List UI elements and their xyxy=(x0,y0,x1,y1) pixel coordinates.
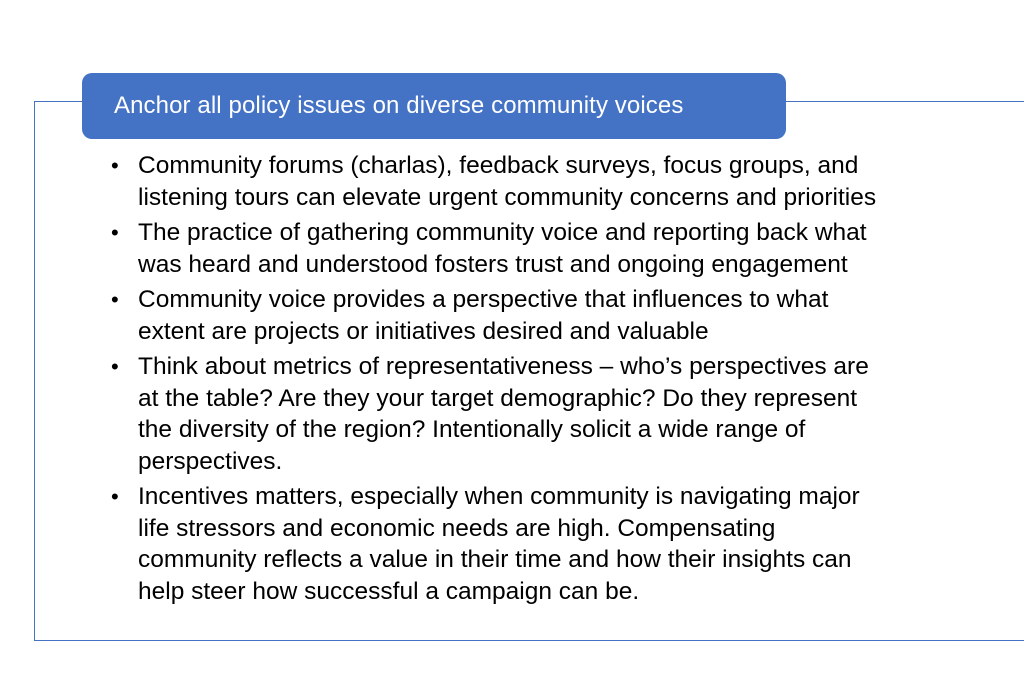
bullet-dot-icon: • xyxy=(111,354,119,379)
bullet-line: Think about metrics of representativeness – who’s perspectives are xyxy=(138,353,869,380)
bullet-line: life stressors and economic needs are high. Compensating xyxy=(138,514,776,542)
bullet-line: listening tours can elevate urgent community concerns and priorities xyxy=(138,183,877,211)
header-title: Anchor all policy issues on diverse community voices xyxy=(114,92,684,119)
bullet-dot-icon: • xyxy=(111,484,119,509)
bullet-dot-icon: • xyxy=(111,220,119,245)
bullet-line: was heard and understood fosters trust and ongoing engagement xyxy=(138,250,848,278)
bullet-line: Community voice provides a perspective that influences to what xyxy=(138,286,829,313)
bullet-line: Incentives matters, especially when community is navigating major xyxy=(138,483,860,510)
bullet-line: The practice of gathering community voice and reporting back what xyxy=(138,219,867,246)
bullet-item xyxy=(110,150,990,213)
bullet-line: help steer how successful a campaign can be. xyxy=(138,577,640,605)
bullet-dot-icon: • xyxy=(111,287,119,312)
bullet-line: Community forums (charlas), feedback surveys, focus groups, and xyxy=(138,152,859,179)
bullet-line: community reflects a value in their time and how their insights can xyxy=(138,546,852,573)
bullet-line: extent are projects or initiatives desired and valuable xyxy=(138,317,709,345)
bullet-line: the diversity of the region? Intentionally solicit a wide range of xyxy=(138,416,806,443)
bullet-line: at the table? Are they your target demographic? Do they represent xyxy=(138,384,858,412)
bullet-item xyxy=(110,217,990,280)
bullet-item xyxy=(110,481,990,607)
bullet-list xyxy=(110,150,990,611)
bullet-dot-icon: • xyxy=(111,153,119,178)
bullet-item xyxy=(110,351,990,477)
bullet-item xyxy=(110,284,990,347)
header-banner xyxy=(82,73,786,139)
bullet-line: perspectives. xyxy=(138,447,283,475)
